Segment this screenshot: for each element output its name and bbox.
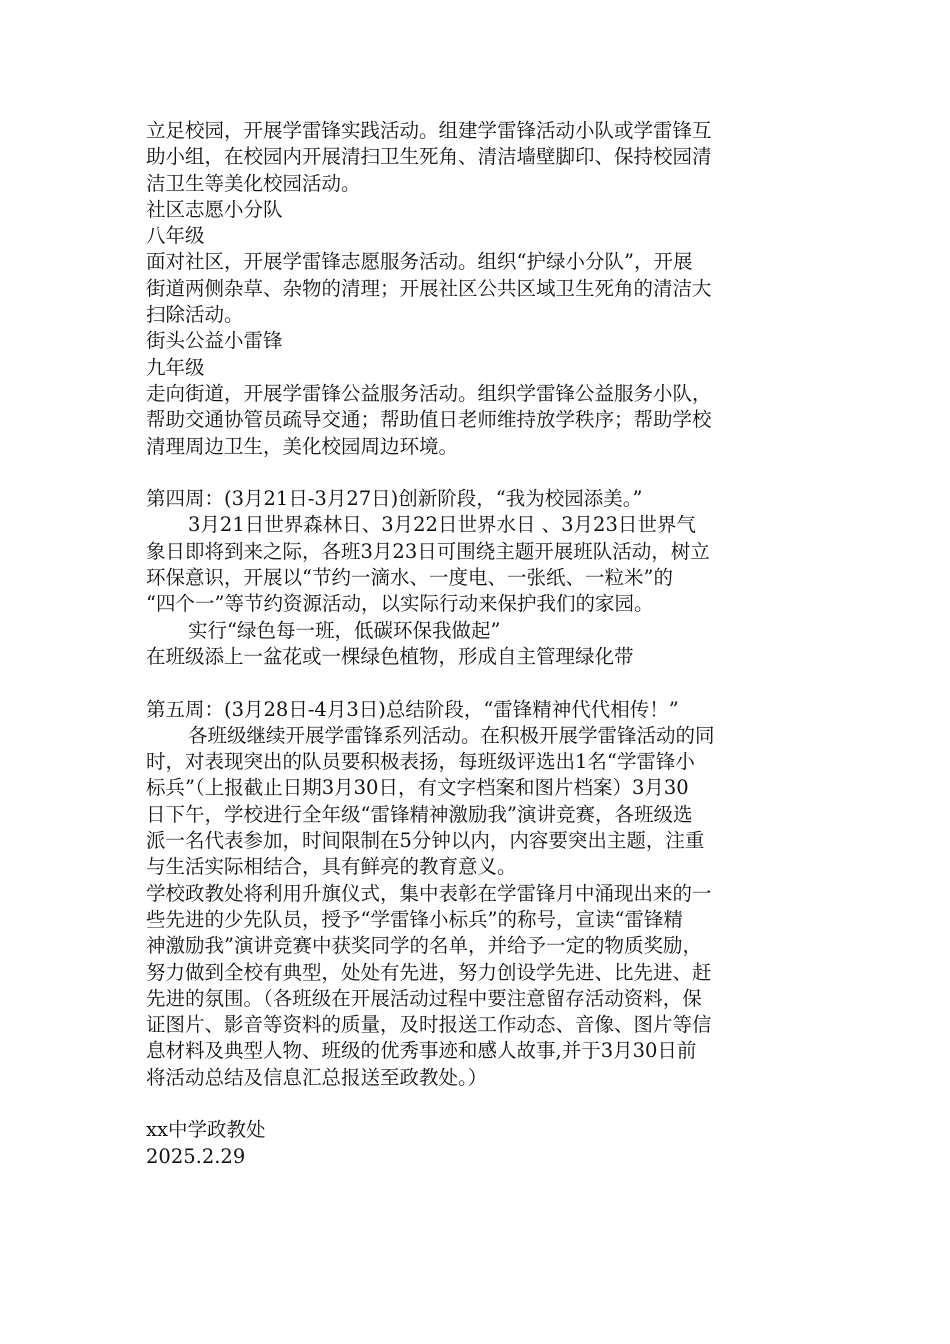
- week5-p2-line-8: 将活动总结及信息汇总报送至政教处。）: [146, 1065, 488, 1089]
- street-line-1: 走向街道，开展学雷锋公益服务活动。组织学雷锋公益服务小队，: [146, 381, 712, 405]
- community-title: 社区志愿小分队: [146, 197, 283, 221]
- spacer: [146, 670, 806, 696]
- week5-line-4: 日下午，学校进行全年级“雷锋精神激励我”演讲竞赛，各班级选: [146, 802, 693, 826]
- campus-practice-line-1: 立足校园，开展学雷锋实践活动。组建学雷锋活动小队或学雷锋互: [146, 119, 712, 142]
- week5-p2-line-7: 息材料及典型人物、班级的优秀事迹和感人故事,并于3月30日前: [146, 1039, 697, 1063]
- street-title: 街头公益小雷锋: [146, 329, 283, 353]
- week4-line-4: “四个一”等节约资源活动，以实际行动来保护我们的家园。: [146, 592, 654, 616]
- spacer: [146, 460, 806, 486]
- week5-heading: 第五周：(3月28日-4月3日)总结阶段，“雷锋精神代代相传！”: [146, 697, 679, 721]
- signature-org: xx中学政教处: [146, 1118, 266, 1142]
- week5-p2-line-4: 努力做到全校有典型，处处有先进，努力创设学先进、比先进、赶: [146, 960, 712, 984]
- street-grade: 九年级: [146, 355, 205, 379]
- street-line-3: 清理周边卫生，美化校园周边环境。: [146, 434, 459, 458]
- spacer: [146, 1091, 806, 1117]
- week5-line-5: 派一名代表参加，时间限制在5分钟以内，内容要突出主题，注重: [146, 829, 705, 853]
- week5-p2-line-2: 些先进的少先队员，授予“学雷锋小标兵”的称号，宣读“雷锋精: [146, 907, 683, 931]
- week4-line-3: 环保意识，开展以“节约一滴水、一度电、一张纸、一粒米”的: [146, 566, 673, 590]
- week4-last: 在班级添上一盆花或一棵绿色植物，形成自主管理绿化带: [146, 644, 634, 668]
- community-line-3: 扫除活动。: [146, 303, 244, 327]
- week4-heading: 第四周：(3月21日-3月27日)创新阶段，“我为校园添美。”: [146, 487, 643, 511]
- week4-line-2: 象日即将到来之际，各班3月23日可围绕主题开展班队活动，树立: [146, 539, 710, 563]
- week4-subline: 实行“绿色每一班，低碳环保我做起”: [188, 618, 501, 642]
- campus-practice-line-2: 助小组，在校园内开展清扫卫生死角、清洁墙壁脚印、保持校园清: [146, 145, 712, 169]
- street-line-2: 帮助交通协管员疏导交通；帮助值日老师维持放学秩序；帮助学校: [146, 408, 712, 432]
- week5-line-3: 标兵”（上报截止日期3月30日，有文字档案和图片档案）3月30: [146, 776, 689, 800]
- week5-p2-line-1: 学校政教处将利用升旗仪式，集中表彰在学雷锋月中涌现出来的一: [146, 881, 712, 905]
- week5-line-1: 各班级继续开展学雷锋系列活动。在积极开展学雷锋活动的同: [188, 723, 715, 747]
- week4-line-1: 3月21日世界森林日、3月22日世界水日 、3月23日世界气: [188, 513, 696, 537]
- community-grade: 八年级: [146, 224, 205, 248]
- community-line-2: 街道两侧杂草、杂物的清理；开展社区公共区域卫生死角的清洁大: [146, 276, 712, 300]
- week5-p2-line-6: 证图片、影音等资料的质量，及时报送工作动态、音像、图片等信: [146, 1013, 712, 1037]
- week5-p2-line-5: 先进的氛围。（各班级在开展活动过程中要注意留存活动资料，保: [146, 986, 702, 1010]
- document-page: [146, 118, 806, 1170]
- week5-line-2: 时，对表现突出的队员要积极表扬，每班级评选出1名“学雷锋小: [146, 750, 695, 774]
- campus-practice-line-3: 洁卫生等美化校园活动。: [146, 171, 361, 195]
- signature-date: 2025.2.29: [146, 1144, 246, 1168]
- community-line-1: 面对社区，开展学雷锋志愿服务活动。组织“护绿小分队”，开展: [146, 250, 693, 274]
- week5-p2-line-3: 神激励我”演讲竞赛中获奖同学的名单，并给予一定的物质奖励，: [146, 934, 702, 958]
- week5-line-6: 与生活实际相结合，具有鲜亮的教育意义。: [146, 855, 517, 879]
